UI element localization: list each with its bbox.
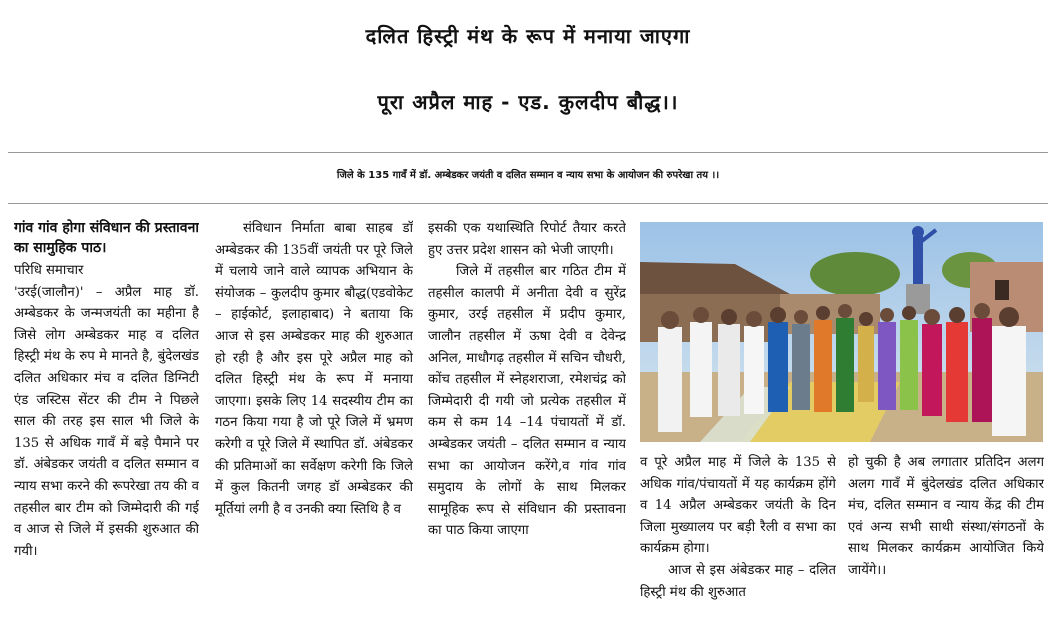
article-column-3: [428, 218, 626, 623]
headline-line-2: पूरा अप्रैल माह - एड. कुलदीप बौद्ध।।: [377, 90, 679, 114]
article-paragraph: व पूरे अप्रैल माह में जिले के 135 से अधिक गांव/पंचायतों में यह कार्यक्रम होंगे व 14 अप्रैल अम्बेडकर जयंती के दिन जिला मुख्यालय पर बड़ी रैली व सभा का कार्यक्रम होगा।: [640, 455, 836, 557]
article-column-2: [215, 218, 413, 623]
article-column-5: [848, 452, 1044, 624]
article-paragraph: 'उरई(जालौन)' – अप्रैल माह डॉ. अम्बेडकर के जन्मजयंती का महीना है जिसे लोग अम्बेडकर माह व दलित हिस्ट्री मंथ के रुप मे मानते है, बुंदेलखंड दलित अधिकार मंच व दलित डिग्निटी एंड जस्टिस सेंटर की टीम ने पिछले साल की तरह इस साल भी जिले के 135 से अधिक गावँ में बड़े पैमाने पर डॉ. अंबेडकर जयंती व दलित सम्मान व न्याय सभा करने की रूपरेखा तय की व तहसील बार टीम को जिम्मेदारी की गई व आज से जिले में इसकी शुरुआत की गयी।: [14, 284, 199, 559]
article-column-1: [14, 218, 199, 623]
sub-headline: जिले के 135 गावँ में डॉ. अम्बेडकर जयंती व दलित सम्मान व न्याय सभा के आयोजन की रुपरेखा तय ।।: [336, 170, 720, 181]
news-photo: [640, 222, 1043, 442]
article-column-4: [640, 452, 836, 624]
divider: [8, 203, 1048, 204]
article-paragraph: आज से इस अंबेडकर माह – दलित हिस्ट्री मंथ की शुरुआत: [640, 562, 836, 600]
headline-line-1: दलित हिस्ट्री मंथ के रूप में मनाया जाएगा: [365, 24, 691, 48]
byline: परिधि समाचार: [14, 263, 84, 278]
article-paragraph: संविधान निर्माता बाबा साहब डॉ अम्बेडकर की 135वीं जयंती पर पूरे जिले में चलाये जाने वाले व्यापक अभियान के संयोजक – कुलदीप कुमार बौद्ध(एडवोकेट – हाईकोर्ट, इलाहाबाद) ने बताया कि आज से इस अम्बेडकर माह की शुरुआत हो रही है और इस पूरे अप्रैल माह को दलित हिस्ट्री मंथ के रूप में मनाया जाएगा। इसके लिए 14 सदस्यीय टीम का गठन किया गया है जो पूरे जिले में भ्रमण करेगी व पूरे जिले में स्थापित डॉ. अंबेडकर की प्रतिमाओं का सर्वेक्षण करेगी कि जिले में कुल कितनी जगह डॉ अम्बेडकर की मूर्तियां लगी है व उनकी क्या स्तिथि है व: [215, 221, 413, 517]
window: [995, 280, 1009, 300]
divider: [8, 152, 1048, 153]
article-paragraph: हो चुकी है अब लगातार प्रतिदिन अलग अलग गावँ में बुंदेलखंड दलित अधिकार मंच, दलित सम्मान व न्याय केंद्र की टीम एवं अन्य सभी साथी संस्था/संगठनों के साथ मिलकर कार्यक्रम आयोजित किये जायेंगे।।: [848, 455, 1044, 578]
tree: [810, 252, 900, 296]
article-paragraph: जिले में तहसील बार गठित टीम में तहसील कालपी में अनीता देवी व सुरेंद्र कुमार, उरई तहसील में प्रदीप कुमार, जालौन तहसील में ऊषा देवी व देवेन्द्र अनिल, माधौगढ़ तहसील में सचिन चौधरी, कोंच तहसील में स्नेहशराजा, रमेशचंद्र को जिम्मेदारी दी गयी जो प्रत्येक तहसील में कम से कम 14 –14 पंचायतों में डॉ. अम्बेडकर जयंती – दलित सम्मान व न्याय सभा का आयोजन करेंगे,व गांव गांव समुदाय के लोगों के साथ मिलकर सामूहिक रूप से संविधान की प्रस्तावना का पाठ किया जाएगा: [428, 264, 626, 539]
article-paragraph: इसकी एक यथास्थिति रिपोर्ट तैयार करते हुए उत्तर प्रदेश शासन को भेजी जाएगी।: [428, 221, 626, 258]
statue-head: [912, 226, 924, 238]
article-section-heading: गांव गांव होगा संविधान की प्रस्तावना का सामुहिक पाठ।: [14, 220, 199, 256]
group-photo-illustration: [640, 222, 1043, 442]
